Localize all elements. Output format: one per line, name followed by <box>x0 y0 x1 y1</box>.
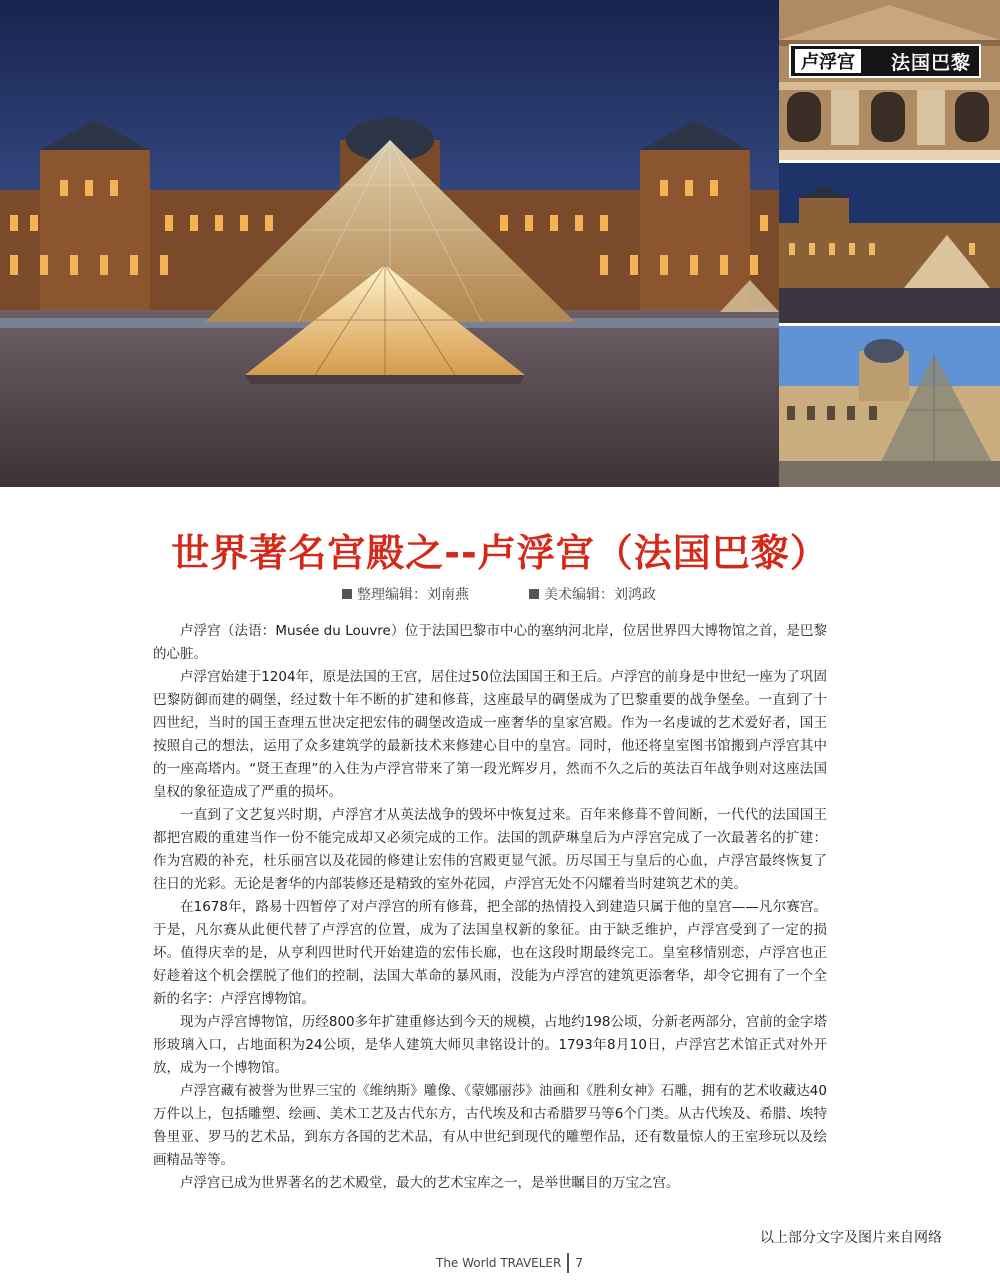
square-bullet-icon <box>342 589 352 599</box>
square-bullet-icon <box>529 589 539 599</box>
hero-photo-louvre-pyramid-night <box>0 0 779 487</box>
badge-place-name: 卢浮宫 <box>795 49 861 73</box>
page-footer <box>436 1253 583 1273</box>
source-note: 以上部分文字及图片来自网络 <box>760 1230 942 1246</box>
photo-louvre-pyramid-day <box>779 326 1000 487</box>
editor-credits <box>342 584 656 604</box>
magazine-name: The World TRAVELER <box>436 1256 562 1270</box>
page-number: 7 <box>575 1256 583 1270</box>
credit-art-editor-text: 美术编辑：刘鸿政 <box>544 587 656 603</box>
photo-louvre-facade-detail <box>779 0 1000 160</box>
badge-city-name: 法国巴黎 <box>890 51 971 74</box>
credit-editor-text: 整理编辑：刘南燕 <box>357 587 469 603</box>
paragraph: 卢浮宫已成为世界著名的艺术殿堂，最大的艺术宝库之一，是举世瞩目的万宝之宫。 <box>180 1175 680 1191</box>
photo-louvre-pyramid-evening <box>779 163 1000 323</box>
paragraph: 卢浮宫藏有被誉为世界三宝的《维纳斯》雕像、《蒙娜丽莎》油画和《胜利女神》石雕，拥有的艺术收藏达40万件以上，包括雕塑、绘画、美术工艺及古代东方，古代埃及和古希腊罗马等6个门类。从古代埃及、希腊、埃特鲁里亚、罗马的艺术品，到东方各国的艺术品，有从中世纪到现代的雕塑作品，还有数量惊人的王室珍玩以及绘画精品等等。 <box>153 1083 827 1168</box>
paragraph: 在1678年，路易十四暂停了对卢浮宫的所有修葺，把全部的热情投入到建造只属于他的皇宫——凡尔赛宫。于是，凡尔赛从此便代替了卢浮宫的位置，成为了法国皇权新的象征。由于缺乏维护，卢浮宫受到了一定的损坏。值得庆幸的是，从亨利四世时代开始建造的宏伟长廊，也在这段时期最终完工。皇室移情别恋，卢浮宫也正好趁着这个机会摆脱了他们的控制，法国大革命的暴风雨，没能为卢浮宫的建筑更添奢华，却令它拥有了一个全新的名字：卢浮宫博物馆。 <box>153 899 827 1007</box>
credit-editor <box>342 584 469 604</box>
paragraph: 现为卢浮宫博物馆，历经800多年扩建重修达到今天的规模，占地约198公顷，分新老两部分，宫前的金字塔形玻璃入口，占地面积为24公顷，是华人建筑大师贝聿铭设计的。1793年8月10日，卢浮宫艺术馆正式对外开放，成为一个博物馆。 <box>153 1014 827 1076</box>
paragraph: 一直到了文艺复兴时期，卢浮宫才从英法战争的毁坏中恢复过来。百年来修葺不曾间断，一代代的法国国王都把宫殿的重建当作一份不能完成却又必须完成的工作。法国的凯萨琳皇后为卢浮宫完成了一次最著名的扩建：作为宫殿的补充，杜乐丽宫以及花园的修建让宏伟的宫殿更显气派。历尽国王与皇后的心血，卢浮宫最终恢复了往日的光彩。无论是奢华的内部装修还是精致的室外花园，卢浮宫无处不闪耀着当时建筑艺术的美。 <box>153 807 827 892</box>
location-badge <box>791 46 979 76</box>
article-title: 世界著名宫殿之--卢浮宫（法国巴黎） <box>171 531 829 575</box>
paragraph: 卢浮宫始建于1204年，原是法国的王宫，居住过50位法国国王和王后。卢浮宫的前身是中世纪一座为了巩固巴黎防御而建的碉堡，经过数十年不断的扩建和修葺，这座最早的碉堡成为了巴黎重要的战争堡垒。一直到了十四世纪，当时的国王查理五世决定把宏伟的碉堡改造成一座奢华的皇家宫殿。作为一名虔诚的艺术爱好者，国王按照自己的想法，运用了众多建筑学的最新技术来修建心目中的皇宫。同时，他还将皇室图书馆搬到卢浮宫其中的一座高塔内。“贤王查理”的入住为卢浮宫带来了第一段光辉岁月，然而不久之后的英法百年战争则对这座法国皇权的象征造成了严重的损坏。 <box>153 669 827 800</box>
footer-divider <box>567 1253 569 1273</box>
credit-art-editor <box>529 584 656 604</box>
paragraph: 卢浮宫（法语：Musée du Louvre）位于法国巴黎市中心的塞纳河北岸，位居世界四大博物馆之首，是巴黎的心脏。 <box>153 623 827 662</box>
article-body <box>153 620 827 1195</box>
